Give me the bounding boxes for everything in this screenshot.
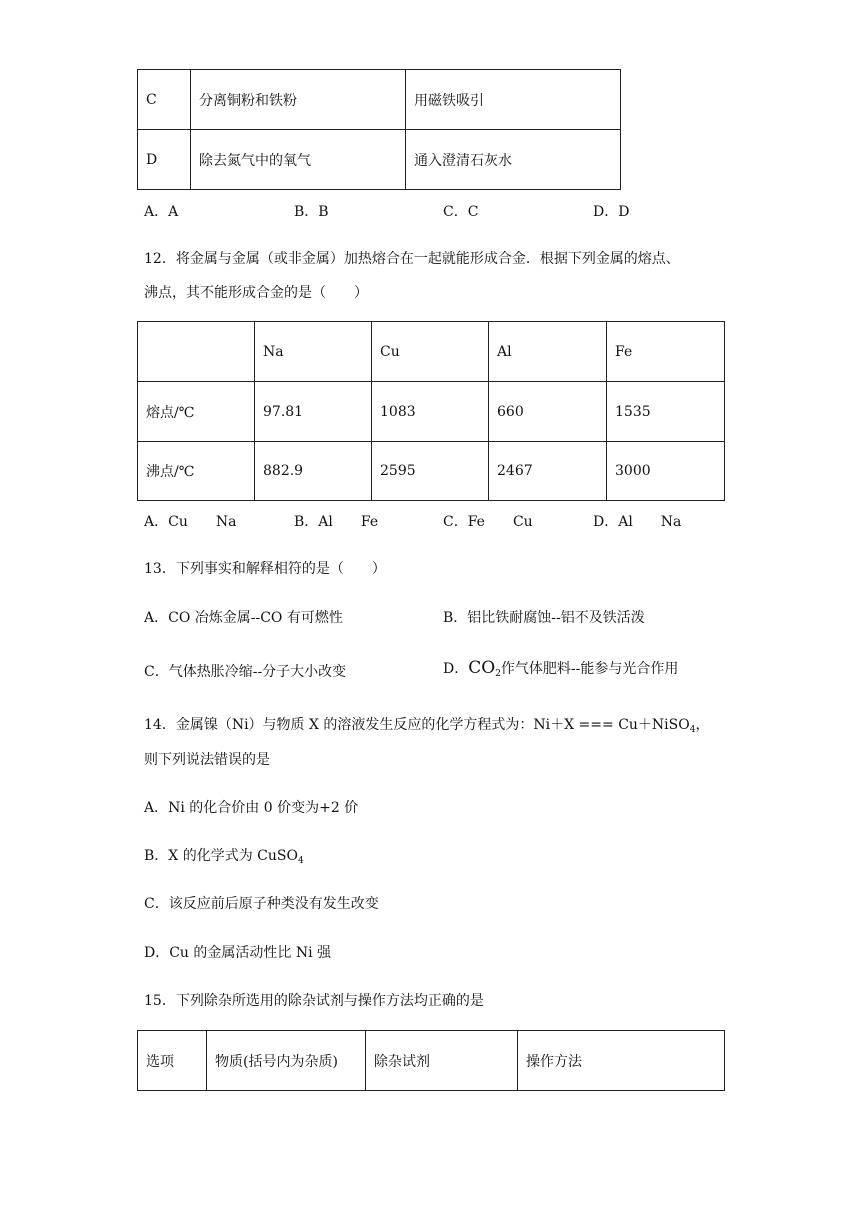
formula-subscript: 2 — [495, 669, 501, 679]
q13-option-c[interactable]: C．气体热胀冷缩--分子大小改变 — [144, 664, 347, 680]
q14-option-d[interactable]: D．Cu 的金属活动性比 Ni 强 — [144, 945, 332, 961]
table-cell: 97.81 — [255, 382, 372, 442]
table-header-cell: Fe — [607, 322, 725, 382]
q11-option-d[interactable]: D．D — [593, 204, 630, 220]
table-cell: D — [138, 130, 191, 190]
table-cell: 分离铜粉和铁粉 — [191, 70, 406, 130]
table-header-cell: Na — [255, 322, 372, 382]
q14-option-c[interactable]: C．该反应前后原子种类没有发生改变 — [144, 896, 379, 912]
formula-subscript: 4 — [689, 725, 696, 735]
table-cell: 3000 — [607, 442, 725, 501]
table-cell: 除去氮气中的氧气 — [191, 130, 406, 190]
q14-stem-line2: 则下列说法错误的是 — [144, 752, 270, 768]
q11-option-c[interactable]: C．C — [443, 204, 479, 220]
table-row — [138, 382, 725, 442]
table-cell: 用磁铁吸引 — [406, 70, 621, 130]
stem-punct: ， — [695, 717, 710, 733]
table-header-cell: 选项 — [138, 1031, 207, 1091]
q14-option-b[interactable] — [144, 845, 304, 866]
table-header-cell: 物质(括号内为杂质) — [207, 1031, 366, 1091]
q11-option-b[interactable]: B．B — [294, 204, 329, 220]
table-cell: 通入澄清石灰水 — [406, 130, 621, 190]
table-cell: 1083 — [372, 382, 489, 442]
q12-stem-line1: 12．将金属与金属（或非金属）加热熔合在一起就能形成合金．根据下列金属的熔点、 — [144, 251, 680, 267]
q12-option-b[interactable]: B．Al Fe — [294, 514, 379, 530]
q12-option-a[interactable]: A．Cu Na — [144, 514, 237, 530]
table-header-row — [138, 322, 725, 382]
table-header-cell: 操作方法 — [518, 1031, 725, 1091]
co2-formula: CO — [468, 658, 496, 678]
table-cell: 2595 — [372, 442, 489, 501]
formula-subscript: 4 — [297, 856, 304, 866]
q12-option-c[interactable]: C．Fe Cu — [443, 514, 533, 530]
q12-stem-line2: 沸点，其不能形成合金的是（ ） — [144, 285, 368, 301]
table-cell: 2467 — [489, 442, 607, 501]
table-row — [138, 130, 621, 190]
q11-option-a[interactable]: A．A — [144, 204, 179, 220]
q12-option-d[interactable]: D．Al Na — [593, 514, 682, 530]
q14-option-a[interactable]: A．Ni 的化合价由 0 价变为+2 价 — [144, 800, 359, 816]
table-cell: 熔点/℃ — [138, 382, 255, 442]
table-cell: 沸点/℃ — [138, 442, 255, 501]
q13-option-b[interactable]: B．铝比铁耐腐蚀--铝不及铁活泼 — [443, 610, 645, 626]
q13-option-a[interactable]: A．CO 冶炼金属--CO 有可燃性 — [144, 610, 343, 626]
stem-text: 14．金属镍（Ni）与物质 X 的溶液发生反应的化学方程式为：Ni＋X === Cu＋NiSO — [144, 717, 690, 733]
table-row — [138, 70, 621, 130]
option-text: B．X 的化学式为 CuSO — [144, 848, 298, 864]
table-header-row — [138, 1031, 725, 1091]
table-header-cell — [138, 322, 255, 382]
table-header-cell: Cu — [372, 322, 489, 382]
table-cell: 660 — [489, 382, 607, 442]
q11-table — [137, 69, 621, 190]
table-cell: 1535 — [607, 382, 725, 442]
q13-option-d[interactable] — [443, 658, 678, 679]
q15-table — [137, 1030, 725, 1091]
table-header-cell: Al — [489, 322, 607, 382]
q13-stem: 13．下列事实和解释相符的是（ ） — [144, 561, 386, 577]
table-row — [138, 442, 725, 501]
table-cell: C — [138, 70, 191, 130]
option-letter: D． — [443, 661, 469, 677]
q14-stem-line1 — [144, 714, 709, 735]
table-header-cell: 除杂试剂 — [366, 1031, 518, 1091]
table-cell: 882.9 — [255, 442, 372, 501]
q12-table — [137, 321, 725, 501]
q15-stem: 15．下列除杂所选用的除杂试剂与操作方法均正确的是 — [144, 993, 484, 1009]
option-text: 作气体肥料--能参与光合作用 — [500, 661, 679, 677]
